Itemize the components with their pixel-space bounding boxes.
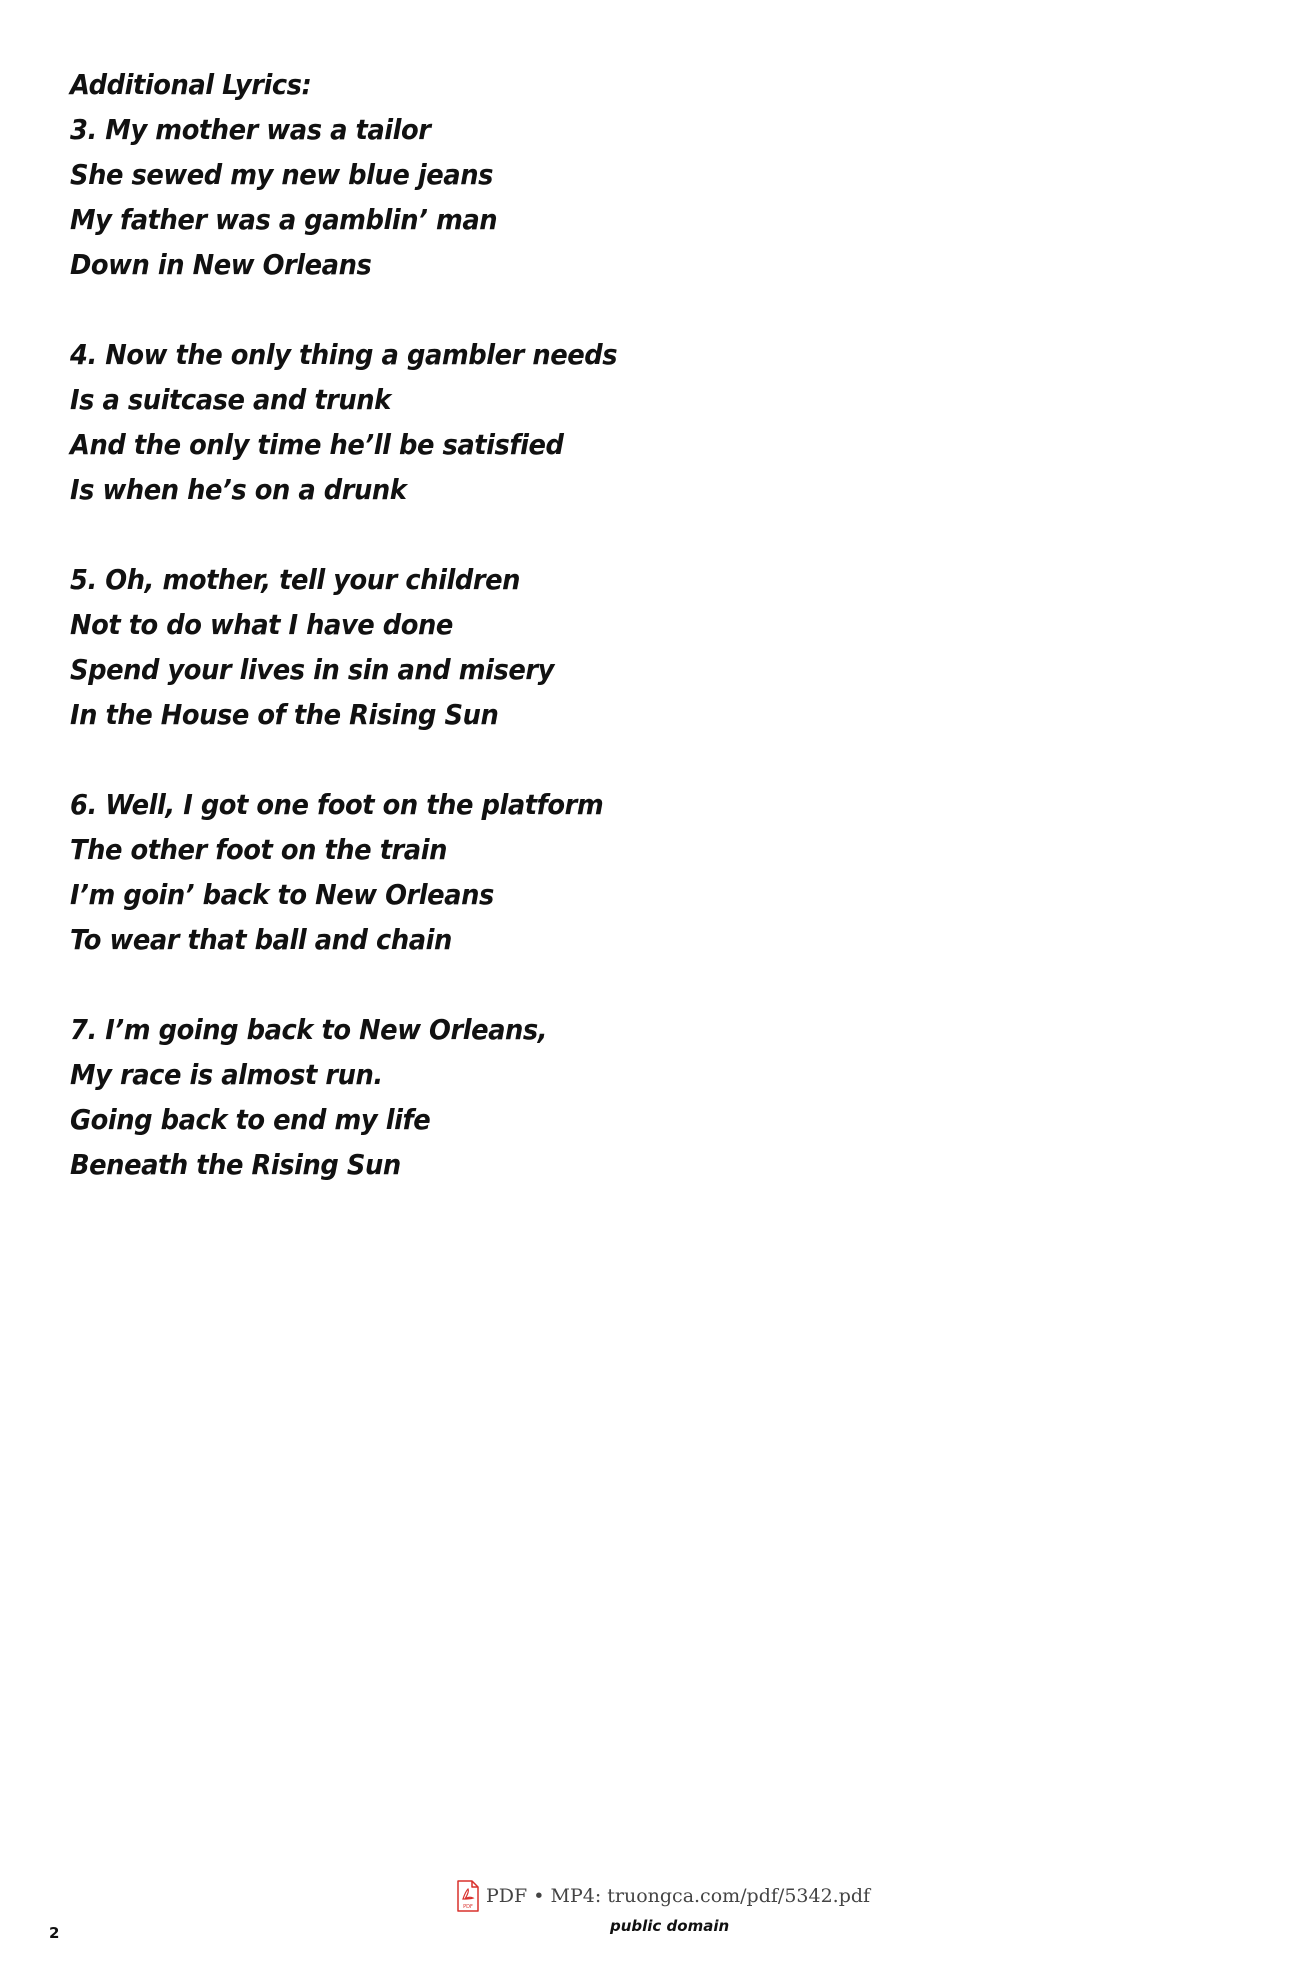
pdf-mp4-link[interactable]	[456, 1879, 870, 1913]
lyric-line: 6. Well, I got one foot on the platform	[70, 788, 604, 821]
lyric-line: The other foot on the train	[70, 833, 447, 866]
stanza-6	[70, 782, 970, 962]
stanza-gap	[70, 962, 970, 1007]
stanza-gap	[70, 287, 970, 332]
lyric-line: In the House of the Rising Sun	[70, 698, 499, 731]
stanza-gap	[70, 737, 970, 782]
lyric-line: My father was a gamblin’ man	[70, 203, 498, 236]
svg-text:PDF: PDF	[463, 1904, 473, 1910]
stanza-4	[70, 332, 970, 512]
stanza-gap	[70, 512, 970, 557]
pdf-link-text[interactable]: PDF • MP4: truongca.com/pdf/5342.pdf	[486, 1885, 871, 1907]
lyric-line: Down in New Orleans	[70, 248, 372, 281]
stanza-7	[70, 1007, 970, 1187]
lyric-line: Is when he’s on a drunk	[70, 473, 407, 506]
lyric-line: My race is almost run.	[70, 1058, 383, 1091]
lyric-line: 3. My mother was a tailor	[70, 113, 431, 146]
pdf-file-icon	[456, 1880, 480, 1912]
lyric-line: I’m goin’ back to New Orleans	[70, 878, 494, 911]
lyric-line: She sewed my new blue jeans	[70, 158, 493, 191]
license-label: public domain	[610, 1917, 730, 1935]
lyric-line: To wear that ball and chain	[70, 923, 452, 956]
lyrics-block	[70, 62, 970, 1187]
stanza-5	[70, 557, 970, 737]
lyric-line: 5. Oh, mother, tell your children	[70, 563, 520, 596]
lyrics-header: Additional Lyrics:	[70, 68, 312, 101]
lyric-line: 4. Now the only thing a gambler needs	[70, 338, 618, 371]
lyric-line: Not to do what I have done	[70, 608, 453, 641]
lyric-line: Beneath the Rising Sun	[70, 1148, 401, 1181]
lyric-line: And the only time he’ll be satisfied	[70, 428, 564, 461]
lyric-line: Is a suitcase and trunk	[70, 383, 391, 416]
lyric-line: Spend your lives in sin and misery	[70, 653, 555, 686]
lyric-line: Going back to end my life	[70, 1103, 431, 1136]
lyric-line: 7. I’m going back to New Orleans,	[70, 1013, 548, 1046]
page-number: 2	[49, 1924, 60, 1942]
stanza-3	[70, 107, 970, 287]
